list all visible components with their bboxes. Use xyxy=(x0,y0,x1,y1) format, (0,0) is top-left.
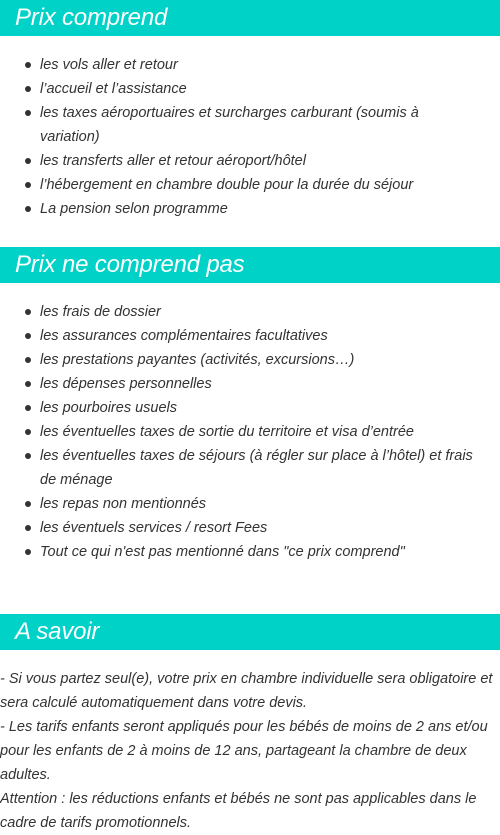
bullet-icon xyxy=(25,381,31,387)
excludes-title: Prix ne comprend pas xyxy=(15,251,245,278)
bullet-icon xyxy=(25,110,31,116)
excludes-header xyxy=(0,247,500,283)
includes-header xyxy=(0,0,500,36)
bullet-icon xyxy=(25,333,31,339)
list-item: les vols aller et retour xyxy=(0,53,500,77)
bullet-icon xyxy=(25,158,31,164)
bullet-icon xyxy=(25,309,31,315)
bullet-icon xyxy=(25,525,31,531)
info-title: A savoir xyxy=(15,618,100,645)
bullet-icon xyxy=(25,86,31,92)
list-item: les éventuels services / resort Fees xyxy=(0,516,500,540)
info-paragraph: Attention : les réductions enfants et bébés ne sont pas applicables dans le cadre de tarifs promotionnels. xyxy=(0,791,477,831)
list-item: l’hébergement en chambre double pour la durée du séjour xyxy=(0,173,500,197)
bullet-icon xyxy=(25,206,31,212)
bullet-icon xyxy=(25,357,31,363)
info-text xyxy=(0,667,500,835)
list-item: les taxes aéroportuaires et surcharges carburant (soumis à variation) xyxy=(0,101,500,149)
list-item: les transferts aller et retour aéroport/hôtel xyxy=(0,149,500,173)
bullet-icon xyxy=(25,549,31,555)
list-item: les repas non mentionnés xyxy=(0,492,500,516)
list-item: les dépenses personnelles xyxy=(0,372,500,396)
list-item: Tout ce qui n'est pas mentionné dans "ce prix comprend" xyxy=(0,540,500,564)
list-item: les éventuelles taxes de séjours (à régler sur place à l’hôtel) et frais de ménage xyxy=(0,444,500,492)
bullet-icon xyxy=(25,429,31,435)
info-header xyxy=(0,614,500,650)
list-item: les éventuelles taxes de sortie du territoire et visa d’entrée xyxy=(0,420,500,444)
list-item: les frais de dossier xyxy=(0,300,500,324)
list-item: La pension selon programme xyxy=(0,197,500,221)
info-paragraph: - Si vous partez seul(e), votre prix en chambre individuelle sera obligatoire et sera calculé automatiquement dans votre devis. xyxy=(0,671,493,711)
bullet-icon xyxy=(25,182,31,188)
info-paragraph: - Les tarifs enfants seront appliqués pour les bébés de moins de 2 ans et/ou pour les enfants de 2 à moins de 12 ans, partageant la chambre de deux adultes. xyxy=(0,719,488,783)
bullet-icon xyxy=(25,62,31,68)
list-item: les prestations payantes (activités, excursions…) xyxy=(0,348,500,372)
excludes-list xyxy=(0,300,500,564)
bullet-icon xyxy=(25,453,31,459)
list-item: les assurances complémentaires facultatives xyxy=(0,324,500,348)
includes-title: Prix comprend xyxy=(15,4,168,31)
bullet-icon xyxy=(25,501,31,507)
list-item: les pourboires usuels xyxy=(0,396,500,420)
list-item: l’accueil et l’assistance xyxy=(0,77,500,101)
bullet-icon xyxy=(25,405,31,411)
includes-list xyxy=(0,53,500,221)
